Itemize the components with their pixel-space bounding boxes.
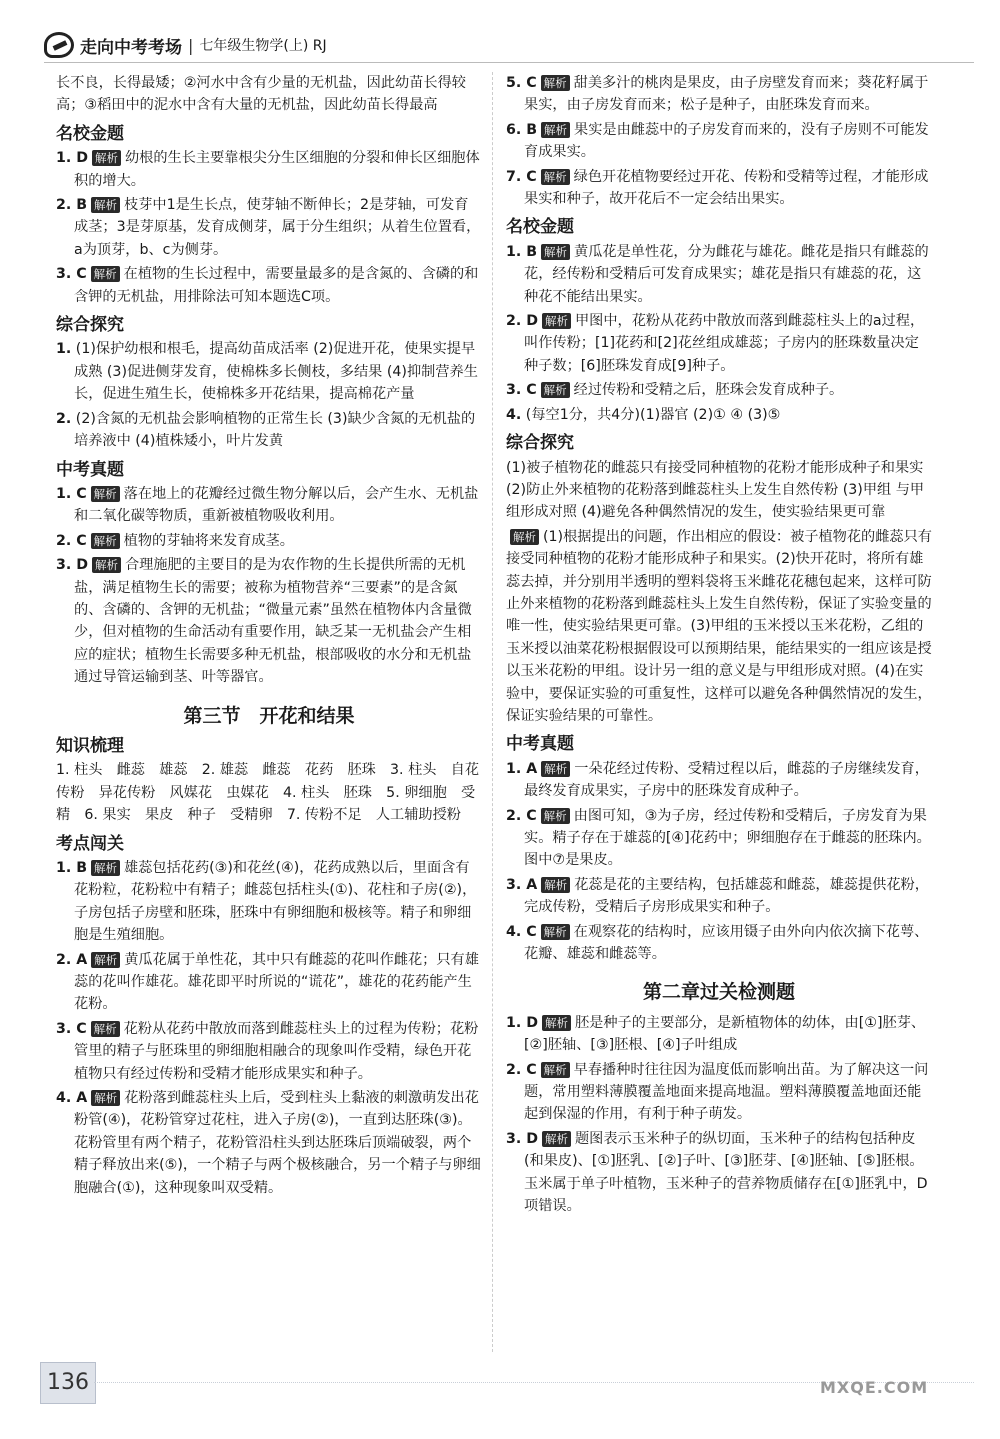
answer-list [506, 758, 932, 966]
brand-name: 走向中考考场 [80, 37, 182, 58]
answer-text: 黄瓜花属于单性花，其中只有雌蕊的花叫作雌花；只有雄蕊的花叫作雄花。雄花即平时所说的“谎花”，雄花的花药能产生花粉。 [74, 951, 479, 1013]
answer-number: 7. C [506, 168, 537, 185]
analysis-tag: 解析 [541, 244, 570, 260]
answer-text: 早春播种时往往因为温度低而影响出苗。为了解决这一问题，常用塑料薄膜覆盖地面来提高地温。塑料薄膜覆盖地面还能起到保湿的作用，有利于种子萌发。 [524, 1061, 929, 1123]
answer-number: 2. D [506, 313, 538, 330]
answer-item [506, 379, 932, 401]
answer-text: 植物的芽轴将来发育成茎。 [123, 532, 294, 549]
answer-number: 1. D [56, 150, 88, 167]
answer-text: 在观察花的结构时，应该用镊子由外向内依次摘下花萼、花瓣、雄蕊和雌蕊等。 [524, 923, 929, 963]
answer-text: 由图可知，③为子房，经过传粉和受精后，子房发育为果实。精子存在于雄蕊的[④]花药中；卵细胞存在于雌蕊的胚珠内。图中⑦是果皮。 [524, 807, 931, 869]
section-heading: 综合探究 [506, 433, 574, 454]
answer-number: 1. A [506, 760, 538, 777]
answer-text: 一朵花经过传粉、受精过程以后，雌蕊的子房继续发育，最终发育成果实，子房中的胚珠发育成种子。 [524, 760, 929, 800]
answer-text: 在植物的生长过程中，需要量最多的是含氮的、含磷的和含钾的无机盐，用排除法可知本题选C项。 [74, 266, 479, 305]
answer-item [56, 554, 482, 688]
answer-number: 2. C [506, 1061, 537, 1078]
section-heading: 中考真题 [56, 459, 124, 480]
inquiry-analysis [506, 526, 932, 728]
answer-number: 1. B [506, 243, 538, 260]
answer-text: 合理施肥的主要目的是为农作物的生长提供所需的无机盐，满足植物生长的需要；被称为植物营养“三要素”的是含氮的、含磷的、含钾的无机盐；“微量元素”虽然在植物体内含量微少，但对植物的生命活动有重要作用，缺乏某一无机盐会产生相应的症状；植物生长需要多种无机盐，根部吸收的水分和无机盐通过导管运输到茎、叶等器官。 [74, 557, 472, 686]
answer-item [506, 921, 932, 966]
analysis-tag: 解析 [91, 266, 120, 282]
section-heading: 中考真题 [506, 734, 574, 755]
analysis-tag: 解析 [542, 1131, 571, 1147]
answer-item [56, 263, 482, 308]
answer-number: 2. B [56, 197, 88, 214]
answer-number: 1. B [56, 860, 88, 876]
analysis-text: (1)根据提出的问题，作出相应的假设：被子植物花的雌蕊只有接受同种植物的花粉才能形成种子和果实。(2)快开花时，将所有雄蕊去掉，并分别用半透明的塑料袋将玉米雌花花穗包起来，这样可防止外来植物的花粉落到雌蕊柱头上发生自然传粉，保证了实验变量的唯一性，使实验结果更可靠。(3)甲组的玉米授以玉米花粉，乙组的玉米授以油菜花粉根据假设可以预期结果，能结果实的一组应该是授以玉米花粉的甲组。设计另一组的意义是与甲组形成对照。(4)在实验中，要保证实验的可重复性，这样可以避免各种偶然情况的发生，保证实验结果的可靠性。 [506, 528, 932, 724]
answer-number: 3. D [56, 557, 88, 574]
answer-text: 落在地上的花瓣经过微生物分解以后，会产生水、无机盐和二氧化碳等物质，重新被植物吸收利用。 [74, 485, 479, 525]
answer-text: 题图表示玉米种子的纵切面，玉米种子的结构包括种皮(和果皮)、[①]胚乳、[②]子叶、[③]胚芽、[④]胚轴、[⑤]胚根。玉米属于单子叶植物，玉米种子的营养物质储存在[①]胚乳中，D项错误。 [524, 1130, 928, 1215]
answer-number: 3. D [506, 1130, 538, 1147]
answer-item [506, 310, 932, 377]
answer-item [56, 949, 482, 1016]
answer-text: (2)含氮的无机盐会影响植物的正常生长 (3)缺少含氮的无机盐的培养液中 (4)植株矮小，叶片发黄 [74, 410, 476, 450]
answer-text: 甲图中，花粉从花药中散放而落到雌蕊柱头上的a过程，叫作传粉；[1]花药和[2]花丝组成雄蕊；子房内的胚珠数量决定种子数；[6]胚珠发育成[9]种子。 [524, 313, 925, 374]
analysis-tag: 解析 [541, 808, 570, 824]
answer-text: (1)保护幼根和根毛，提高幼苗成活率 (2)促进开花，使果实提早成熟 (3)促进侧芽发育，使棉株多长侧枝，多结果 (4)抑制营养生长，促进生殖生长，使棉株多开花结果，提高棉花产量 [74, 341, 478, 403]
answer-item [56, 338, 482, 405]
analysis-tag: 解析 [91, 197, 120, 213]
answer-text: 胚是种子的主要部分，是新植物体的幼体，由[①]胚芽、[②]胚轴、[③]胚根、[④]子叶组成 [524, 1014, 926, 1054]
answer-item [56, 1087, 482, 1199]
logo-icon [44, 32, 74, 58]
right-column [506, 72, 932, 1220]
answer-number: 2. C [56, 532, 87, 549]
answer-item [506, 404, 932, 426]
answer-number: 2. A [56, 951, 88, 968]
answer-number: 3. C [56, 266, 87, 283]
answer-item [506, 758, 932, 803]
answer-text: 黄瓜花是单性花，分为雌花与雄花。雌花是指只有雌蕊的花，经传粉和受精后可发育成果实；雄花是指只有雄蕊的花，这种花不能结出果实。 [524, 243, 929, 305]
analysis-tag: 解析 [91, 533, 120, 549]
analysis-tag: 解析 [542, 313, 571, 329]
answer-item [506, 1012, 932, 1057]
answer-item [506, 805, 932, 872]
answer-list [56, 338, 482, 452]
answer-text: 甜美多汁的桃肉是果皮，由子房壁发育而来；葵花籽属于果实，由子房发育而来；松子是种子，由胚珠发育而来。 [524, 75, 929, 114]
answer-item [56, 1018, 482, 1085]
answer-text: 绿色开花植物要经过开花、传粉和受精等过程，才能形成果实和种子，故开花后不一定会结出果实。 [524, 168, 929, 208]
analysis-tag: 解析 [541, 877, 570, 893]
answer-number: 3. A [506, 876, 538, 893]
analysis-tag: 解析 [91, 860, 120, 876]
answer-item [56, 194, 482, 261]
analysis-tag: 解析 [92, 557, 121, 573]
left-column [56, 72, 482, 1201]
answer-number: 1. D [506, 1014, 538, 1031]
header-rule [44, 62, 974, 63]
watermark-text: MXQE.COM [820, 1378, 929, 1397]
answer-item [56, 483, 482, 528]
answer-text: (每空1分，共4分)(1)器官 (2)① ④ (3)⑤ [525, 406, 781, 423]
page-header [44, 30, 974, 60]
answer-text: 经过传粉和受精之后，胚珠会发育成种子。 [573, 382, 844, 399]
answer-item [56, 530, 482, 552]
column-divider [492, 72, 493, 1352]
section-heading: 名校金题 [506, 217, 574, 238]
answer-item [506, 241, 932, 308]
header-separator: | [188, 35, 194, 55]
answer-number: 6. B [506, 121, 538, 138]
answer-text: 果实是由雌蕊中的子房发育而来的，没有子房则不可能发育成果实。 [524, 121, 929, 161]
answer-text: 幼根的生长主要靠根尖分生区细胞的分裂和伸长区细胞体积的增大。 [74, 150, 480, 189]
analysis-tag: 解析 [91, 1021, 120, 1037]
answer-item [506, 166, 932, 211]
analysis-tag: 解析 [542, 1015, 571, 1031]
answer-text: 雄蕊包括花药(③)和花丝(④)，花药成熟以后，里面含有花粉粒，花粉粒中有精子；雌蕊包括柱头(①)、花柱和子房(②)，子房包括子房壁和胚珠，胚珠中有卵细胞和极核等。精子和卵细胞是生殖细胞。 [74, 860, 477, 944]
answer-list [56, 147, 482, 308]
analysis-tag: 解析 [541, 761, 570, 777]
page-number: 136 [40, 1362, 96, 1404]
answer-number: 3. C [506, 382, 537, 399]
analysis-tag: 解析 [92, 150, 121, 166]
answer-text: 花粉从花药中散放而落到雌蕊柱头上的过程为传粉；花粉管里的精子与胚珠里的卵细胞相融合的现象叫作受精，绿色开花植物只有经过传粉和受精才能形成果实和种子。 [74, 1020, 479, 1082]
answer-number: 4. A [56, 1090, 88, 1107]
answer-item [506, 1128, 932, 1218]
answer-item [506, 1059, 932, 1126]
answer-item [506, 72, 932, 117]
answer-number: 3. C [56, 1020, 87, 1037]
answer-number: 1. C [56, 485, 87, 502]
answer-list [506, 72, 932, 210]
analysis-tag: 解析 [541, 122, 570, 138]
analysis-tag: 解析 [541, 382, 570, 398]
answer-text: 花粉落到雌蕊柱头上后，受到柱头上黏液的刺激萌发出花粉管(④)，花粉管穿过花柱，进入子房(②)，一直到达胚珠(③)。花粉管里有两个精子，花粉管沿柱头到达胚珠后顶端破裂，两个精子释放出来(⑤)，一个精子与两个极核融合，另一个精子与卵细胞融合(①)，这种现象叫双受精。 [74, 1090, 481, 1196]
knowledge-summary: 1. 柱头 雌蕊 雄蕊 2. 雄蕊 雌蕊 花药 胚珠 3. 柱头 自花传粉 异花传粉 风媒花 虫媒花 4. 柱头 胚珠 5. 卵细胞 受精 6. 果实 果皮 种子 受精卵 7. 传粉不足 人工辅助授粉 [56, 762, 480, 824]
answer-list [56, 483, 482, 689]
analysis-tag: 解析 [91, 1090, 120, 1106]
analysis-tag: 解析 [541, 1062, 570, 1078]
section-heading: 名校金题 [56, 123, 124, 144]
intro-paragraph: 长不良，长得最矮；②河水中含有少量的无机盐，因此幼苗长得较高；③稻田中的泥水中含有大量的无机盐，因此幼苗长得最高 [56, 75, 466, 114]
answer-number: 2. C [506, 807, 537, 824]
inquiry-answer: (1)被子植物花的雌蕊只有接受同种植物的花粉才能形成种子和果实 (2)防止外来植物的花粉落到雌蕊柱头上发生自然传粉 (3)甲组 与甲组形成对照 (4)避免各种偶然情况的发生，使实验结果更可靠 [506, 459, 925, 521]
analysis-tag: 解析 [541, 924, 570, 940]
answer-number: 2. [56, 410, 72, 427]
analysis-tag: 解析 [91, 486, 120, 502]
analysis-tag: 解析 [91, 952, 120, 968]
analysis-tag: 解析 [510, 529, 539, 545]
section-heading: 知识梳理 [56, 735, 124, 756]
section-heading: 综合探究 [56, 315, 124, 336]
answer-list [506, 1012, 932, 1218]
answer-number: 5. C [506, 75, 537, 91]
chapter-title: 第三节 开花和结果 [183, 704, 355, 727]
answer-number: 1. [56, 341, 72, 358]
answer-item [56, 147, 482, 192]
answer-item [506, 874, 932, 919]
answer-number: 4. [506, 406, 522, 423]
answer-list [56, 857, 482, 1199]
analysis-tag: 解析 [541, 75, 570, 91]
chapter-title: 第二章过关检测题 [642, 981, 795, 1004]
answer-text: 枝芽中1是生长点，使芽轴不断伸长；2是芽轴，可发育成茎；3是芽原基，发育成侧芽，属于分生组织；从着生位置看，a为顶芽，b、c为侧芽。 [74, 197, 481, 258]
section-heading: 考点闯关 [56, 833, 124, 854]
answer-list [506, 241, 932, 426]
answer-item [56, 408, 482, 453]
analysis-tag: 解析 [541, 169, 570, 185]
header-subtitle: 七年级生物学(上) RJ [199, 38, 327, 54]
answer-item [56, 857, 482, 947]
answer-number: 4. C [506, 923, 537, 940]
answer-text: 花蕊是花的主要结构，包括雄蕊和雌蕊，雄蕊提供花粉，完成传粉，受精后子房形成果实和种子。 [524, 876, 929, 916]
answer-item [506, 119, 932, 164]
